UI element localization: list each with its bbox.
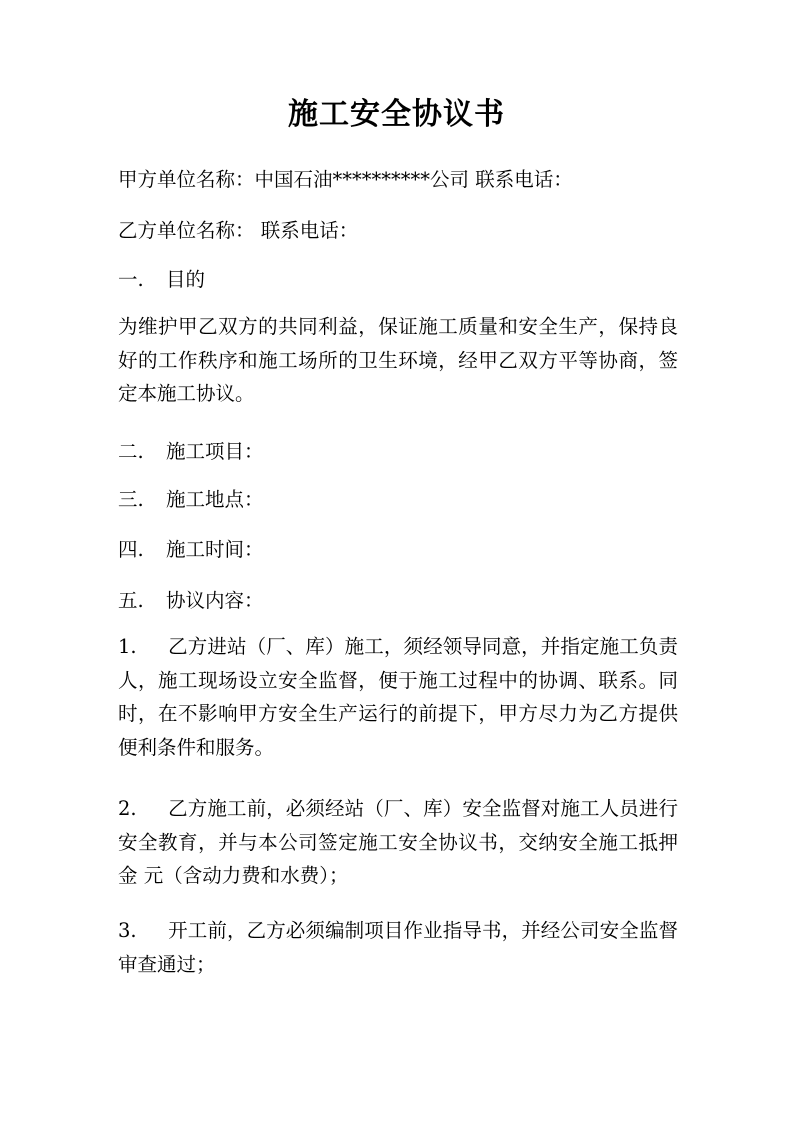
section-heading-text: 目的 (166, 268, 206, 291)
item-text: 乙方施工前，必须经站（厂、库）安全监督对施工人员进行安全教育，并与本公司签定施工安全协议书，交纳安全施工抵押金 元（含动力费和水费）； (118, 797, 678, 887)
section-number: 三. (118, 488, 144, 511)
item-number: 3. (118, 919, 137, 942)
section-heading-text: 施工项目： (166, 440, 264, 463)
section-heading-text: 协议内容： (166, 589, 264, 612)
agreement-item-3 (118, 914, 678, 981)
item-text: 乙方进站（厂、库）施工，须经领导同意，并指定施工负责人，施工现场设立安全监督，便于施工过程中的协调、联系。同时，在不影响甲方安全生产运行的前提下，甲方尽力为乙方提供便利条件和服务。 (118, 635, 678, 759)
section-heading-text: 施工地点： (166, 488, 264, 511)
section-number: 四. (118, 538, 144, 561)
agreement-item-2 (118, 792, 678, 893)
party-a-line: 甲方单位名称：中国石油**********公司 联系电话： (118, 168, 573, 191)
section-heading-time (118, 535, 264, 565)
section-heading-purpose (118, 265, 205, 295)
purpose-paragraph: 为维护甲乙双方的共同利益，保证施工质量和安全生产，保持良好的工作秩序和施工场所的卫生环境，经甲乙双方平等协商，签定本施工协议。 (118, 315, 678, 405)
item-number: 2. (118, 797, 137, 820)
section-heading-location (118, 485, 264, 515)
document-title: 施工安全协议书 (288, 97, 505, 132)
item-number: 1. (118, 635, 137, 658)
section-heading-text: 施工时间： (166, 538, 264, 561)
item-text: 开工前，乙方必须编制项目作业指导书，并经公司安全监督审查通过； (118, 919, 678, 976)
section-number: 二. (118, 440, 144, 463)
section-number: 一. (118, 268, 144, 291)
section-heading-project (118, 437, 264, 467)
section-heading-content (118, 586, 264, 616)
agreement-item-1 (118, 630, 678, 764)
section-number: 五. (118, 589, 144, 612)
party-b-line: 乙方单位名称： 联系电话： (118, 219, 359, 242)
